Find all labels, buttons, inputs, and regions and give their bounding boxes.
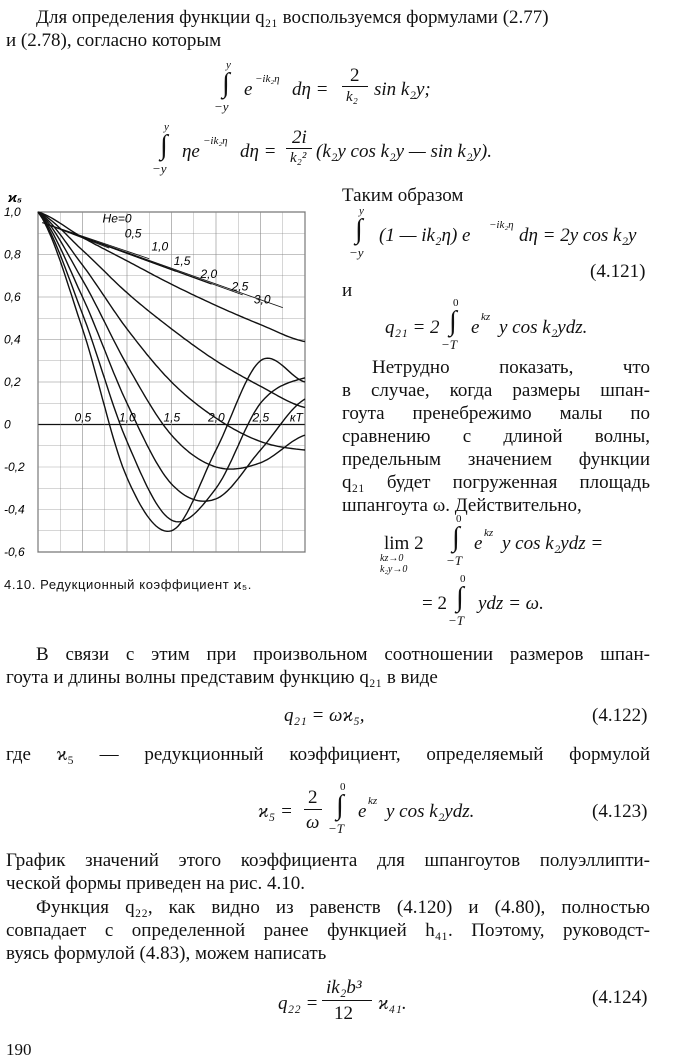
and-text: и [342, 280, 353, 301]
eq2-rhs: (k₂y cos k₂y — sin k₂y). [316, 141, 492, 162]
curve-label: 1,5 [173, 254, 191, 269]
right-line-4: сравнению с длиной волны, [342, 426, 650, 447]
eq1-den: k₂ [346, 89, 358, 105]
int-lower: −T [446, 553, 463, 568]
right-line-3: гоута пренебрежимо малы по [342, 403, 650, 424]
y-tick-label: 0,2 [4, 375, 21, 389]
x-tick-label: 2,5 [252, 410, 270, 425]
integral-sign: ∫ [452, 522, 460, 553]
eq8-lhs: q₂₂ = [278, 993, 319, 1014]
leader-line [42, 223, 282, 308]
int-lower: −T [328, 821, 345, 836]
y-tick-label: -0,2 [4, 460, 25, 474]
paragraph-5-line-1: Функция q₂₂, как видно из равенств (4.120) и (4.80), полностью [36, 897, 650, 918]
eq3-lhs: (1 — ik₂η) e [379, 225, 471, 246]
eq5-lhs: = 2 [422, 593, 447, 614]
int-upper: y [359, 205, 364, 217]
y-tick-label: -0,4 [4, 502, 25, 517]
lim-text: lim 2 [384, 533, 424, 554]
eq7-rhs: y cos k₂ydz. [386, 801, 475, 822]
right-line-5: предельным значением функции [342, 449, 650, 470]
int-upper: y [226, 59, 231, 71]
y-tick-label: -0,6 [4, 545, 25, 559]
paragraph-5-line-3: вуясь формулой (4.83), можем написать [6, 943, 327, 964]
paragraph-4-line-1: График значений этого коэффициента для шпангоутов полуэллипти- [6, 850, 650, 871]
eq1-num: 2 [350, 65, 360, 86]
integral-sign: ∫ [160, 130, 168, 161]
chart-y-tick-labels [4, 205, 25, 559]
int-lower: −y [349, 245, 364, 260]
curve-label: 3,0 [253, 292, 271, 307]
curve-label: 0,5 [124, 226, 142, 241]
right-line-1: Нетрудно показать, что [372, 357, 650, 378]
int-lower: −T [448, 613, 465, 628]
integral-sign: ∫ [449, 306, 457, 337]
eq1-mid: dη = [292, 79, 329, 100]
frac-line [286, 148, 312, 149]
y-tick-label: 0 [4, 417, 11, 432]
eq2-mid: dη = [240, 141, 277, 162]
right-line-2: в случае, когда размеры шпан- [342, 380, 650, 401]
lim-exp: kz [484, 527, 494, 539]
eq1-lhs: e [244, 79, 253, 100]
int-upper: 0 [453, 297, 459, 309]
eq8-rhs: ϰ₄₁. [378, 993, 407, 1014]
eq4-lhs: q₂₁ = 2 [385, 317, 440, 338]
reduction-coefficient-chart [0, 192, 330, 572]
paragraph-1-line-2: и (2.78), согласно которым [6, 30, 222, 51]
int-upper: y [164, 121, 169, 133]
curve-label: 1,0 [151, 239, 169, 254]
eq7-den: ω [306, 812, 320, 833]
integral-sign: ∫ [355, 214, 363, 245]
x-tick-label: 2,0 [208, 410, 225, 425]
curve-label: 2,0 [200, 266, 218, 281]
eq3-rhs: dη = 2y cos k₂y [519, 225, 637, 246]
lim-sub-1: kz→0 [380, 553, 404, 564]
curve-label: 2,5 [231, 279, 249, 294]
paragraph-5-line-2: совпадает с определенной ранее функцией h₄₁. Поэтому, руководст- [6, 920, 650, 941]
frac-line [304, 809, 322, 810]
lim-sub-2: k₂y→0 [380, 564, 408, 575]
chart-y-axis-label: ϰ₅ [8, 192, 22, 205]
integral-sign: ∫ [456, 582, 464, 613]
figure-caption: 4.10. Редукционный коэффициент ϰ₅. [4, 577, 252, 592]
int-lower: −T [441, 337, 458, 352]
y-tick-label: 0,6 [4, 290, 21, 304]
eq-number-4-122: (4.122) [592, 705, 648, 726]
eq7-num: 2 [308, 787, 318, 808]
eq5-rhs: ydz = ω. [478, 593, 544, 614]
integral-sign: ∫ [336, 790, 344, 821]
curve-label: He=0 [102, 211, 132, 226]
eq-number-4-123: (4.123) [592, 801, 648, 822]
x-tick-label: 1,5 [163, 410, 181, 425]
integral-sign: ∫ [222, 68, 230, 99]
lim-rhs: y cos k₂ydz = [502, 533, 604, 554]
eq2-num: 2i [292, 127, 307, 148]
paragraph-4-line-2: ческой формы приведен на рис. 4.10. [6, 873, 305, 894]
eq7-lhs: ϰ₅ = [258, 801, 293, 822]
eq3-exp: −ik₂η [489, 219, 514, 231]
frac-line [342, 86, 368, 87]
x-tick-label: 0,5 [74, 410, 92, 425]
equation-6: q₂₁ = ωϰ₅, [284, 705, 365, 726]
y-tick-label: 0,4 [4, 332, 21, 347]
eq8-den: 12 [334, 1003, 353, 1024]
right-text-1: Таким образом [342, 185, 464, 206]
eq4-rhs: y cos k₂ydz. [499, 317, 588, 338]
int-lower: −y [152, 161, 167, 176]
y-tick-label: 1,0 [4, 205, 21, 219]
int-upper: 0 [460, 573, 466, 585]
eq-number-4-121: (4.121) [590, 261, 646, 282]
paragraph-2-line-2: гоута и длины волны представим функцию q₂₁ в виде [6, 667, 438, 688]
right-line-6: q₂₁ будет погруженная площадь [342, 472, 650, 493]
eq8-numer: ik₂b³ [326, 977, 362, 998]
int-upper: 0 [340, 781, 346, 793]
eq1-exp: −ik₂η [255, 73, 280, 85]
frac-line [322, 1000, 372, 1001]
paragraph-2-line-1: В связи с этим при произвольном соотношении размеров шпан- [36, 644, 650, 665]
paragraph-1-line-1: Для определения функции q₂₁ воспользуемся формулами (2.77) [36, 7, 549, 28]
x-tick-label: кТ [289, 410, 303, 425]
eq2-exp: −ik₂η [203, 135, 228, 147]
eq-number-4-124: (4.124) [592, 987, 648, 1008]
int-lower: −y [214, 99, 229, 114]
eq2-lhs: ηe [182, 141, 200, 162]
eq1-rhs: sin k₂y; [374, 79, 431, 100]
eq4-exp: kz [481, 311, 491, 323]
x-tick-label: 1,0 [119, 410, 136, 425]
page-number: 190 [6, 1040, 32, 1059]
eq2-den: k₂² [290, 150, 307, 166]
int-upper: 0 [456, 513, 462, 525]
right-line-7: шпангоута ω. Действительно, [342, 495, 582, 516]
y-tick-label: 0,8 [4, 247, 21, 262]
paragraph-3: где ϰ₅ — редукционный коэффициент, определяемый формулой [6, 744, 650, 765]
eq7-exp: kz [368, 795, 378, 807]
